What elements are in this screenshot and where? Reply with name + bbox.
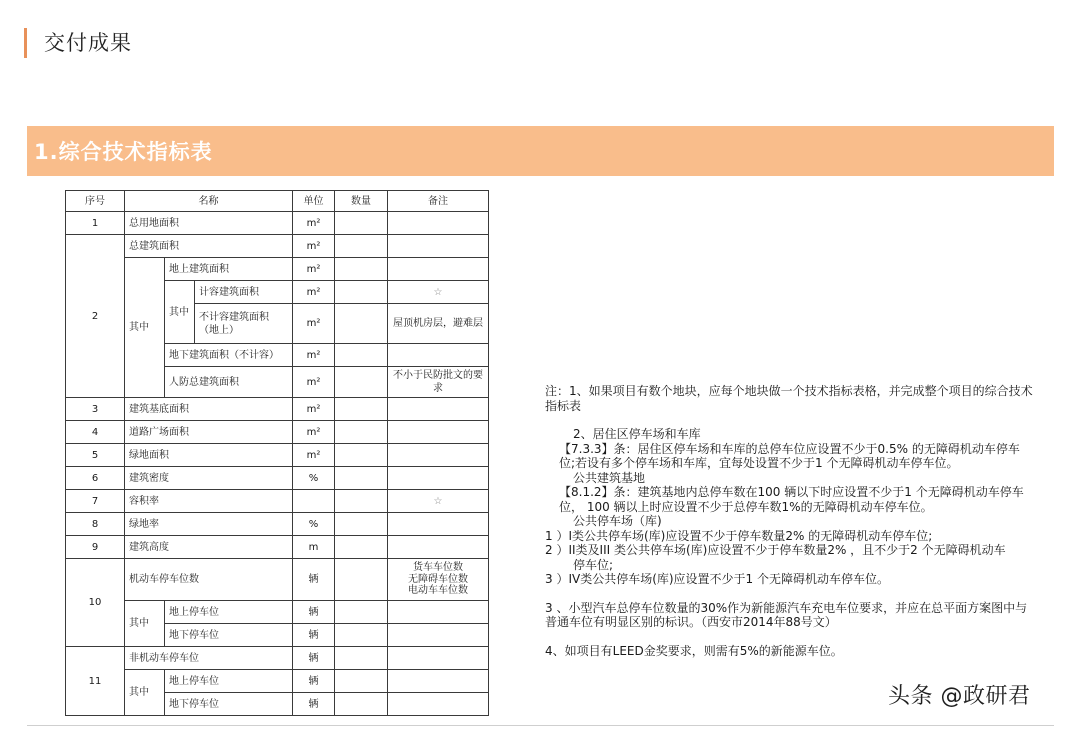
tech-indicator-table-wrap <box>65 190 489 716</box>
row-unit: m² <box>293 421 335 444</box>
row-qty <box>335 624 388 647</box>
table-row <box>66 467 489 490</box>
note-2-b: 【8.1.2】条：建筑基地内总停车数在100 辆以下时应设置不少于1 个无障碍机动车停车位， 100 辆以上时应设置不少于总停车数1%的无障碍机动车停车位。 <box>559 485 1024 514</box>
row-sub-label: 其中 <box>125 670 165 716</box>
page-title: 交付成果 <box>44 31 132 55</box>
row-qty <box>335 490 388 513</box>
row-unit: m <box>293 536 335 559</box>
row-sub-label: 其中 <box>125 601 165 647</box>
row-qty <box>335 398 388 421</box>
note-2-b-title: 公共建筑基地 <box>573 470 646 485</box>
header-unit: 单位 <box>293 191 335 212</box>
table-row <box>66 490 489 513</box>
row-qty <box>335 258 388 281</box>
star-mark: ☆ <box>388 490 489 513</box>
watermark: 头条 @政研君 <box>888 684 1031 709</box>
row-name: 绿地率 <box>125 513 293 536</box>
row-remark <box>388 421 489 444</box>
remark-line: 电动车车位数 <box>408 585 468 597</box>
row-index: 6 <box>66 467 125 490</box>
row-name: 地下停车位 <box>165 624 293 647</box>
row-unit: 辆 <box>293 624 335 647</box>
row-qty <box>335 281 388 304</box>
row-unit: m² <box>293 212 335 235</box>
row-name: 总用地面积 <box>125 212 293 235</box>
row-remark <box>388 647 489 670</box>
row-name: 非机动车停车位 <box>125 647 293 670</box>
row-unit: 辆 <box>293 647 335 670</box>
table-row <box>66 235 489 258</box>
row-qty <box>335 444 388 467</box>
row-name: 地上建筑面积 <box>165 258 293 281</box>
row-index: 7 <box>66 490 125 513</box>
table-row <box>66 258 489 281</box>
table-row <box>66 670 489 693</box>
row-name: 绿地面积 <box>125 444 293 467</box>
table-header-row <box>66 191 489 212</box>
row-index: 1 <box>66 212 125 235</box>
row-unit: m² <box>293 444 335 467</box>
row-unit: m² <box>293 281 335 304</box>
row-remark <box>388 398 489 421</box>
row-qty <box>335 467 388 490</box>
row-qty <box>335 670 388 693</box>
row-sub-label: 其中 <box>165 281 195 344</box>
row-remark <box>388 344 489 367</box>
row-remark <box>388 601 489 624</box>
row-remark <box>388 258 489 281</box>
row-index: 9 <box>66 536 125 559</box>
row-remark: 屋顶机房层，避难层 <box>388 304 489 344</box>
row-index: 4 <box>66 421 125 444</box>
row-name: 机动车停车位数 <box>125 559 293 601</box>
row-index: 3 <box>66 398 125 421</box>
note-2-a: 【7.3.3】条：居住区停车场和车库的总停车位应设置不少于0.5% 的无障碍机动车停车位;若设有多个停车场和车库，宜每处设置不少于1 个无障碍机动车停车位。 <box>559 441 1020 470</box>
row-name: 不计容建筑面积（地上） <box>195 304 293 344</box>
row-name: 地下停车位 <box>165 693 293 716</box>
note-2-c-title: 公共停车场（库) <box>573 514 662 528</box>
note-2-c2a: 2 ）II类及III 类公共停车场(库)应设置不少于停车数量2% ，且不少于2 个无障碍机动车 <box>545 543 1006 557</box>
row-remark <box>388 444 489 467</box>
table-row <box>66 601 489 624</box>
row-sub-label: 其中 <box>125 258 165 398</box>
row-index: 10 <box>66 559 125 647</box>
table-row <box>66 398 489 421</box>
row-qty <box>335 513 388 536</box>
row-qty <box>335 693 388 716</box>
row-name: 建筑密度 <box>125 467 293 490</box>
header-name: 名称 <box>125 191 293 212</box>
note-2-c3: 3 ）IV类公共停车场(库)应设置不少于1 个无障碍机动车停车位。 <box>545 572 890 586</box>
footer-divider <box>27 725 1054 726</box>
row-remark <box>388 624 489 647</box>
row-qty <box>335 212 388 235</box>
note-2-c2b: 停车位; <box>573 557 614 572</box>
row-name: 建筑高度 <box>125 536 293 559</box>
table-row <box>66 559 489 601</box>
table-row <box>66 513 489 536</box>
section-banner <box>27 126 1054 176</box>
note-1: 注：1、如果项目有数个地块，应每个地块做一个技术指标表格，并完成整个项目的综合技术指标表 <box>545 384 1033 413</box>
row-name: 道路广场面积 <box>125 421 293 444</box>
row-unit: 辆 <box>293 670 335 693</box>
row-qty <box>335 367 388 398</box>
row-index: 5 <box>66 444 125 467</box>
row-remark <box>388 212 489 235</box>
header-qty: 数量 <box>335 191 388 212</box>
row-unit: m² <box>293 398 335 421</box>
row-unit: m² <box>293 344 335 367</box>
section-title: 1.综合技术指标表 <box>34 140 213 164</box>
row-name: 地下建筑面积（不计容） <box>165 344 293 367</box>
row-unit: m² <box>293 367 335 398</box>
header-index: 序号 <box>66 191 125 212</box>
row-unit: m² <box>293 235 335 258</box>
row-unit: 辆 <box>293 693 335 716</box>
row-qty <box>335 536 388 559</box>
remark-line: 货车车位数 <box>413 562 463 574</box>
row-unit: m² <box>293 258 335 281</box>
row-unit <box>293 490 335 513</box>
row-unit: 辆 <box>293 559 335 601</box>
table-row <box>66 647 489 670</box>
row-unit: m² <box>293 304 335 344</box>
row-remark <box>388 235 489 258</box>
row-remark <box>388 513 489 536</box>
row-remark <box>388 693 489 716</box>
header-remark: 备注 <box>388 191 489 212</box>
table-row <box>66 536 489 559</box>
row-name: 总建筑面积 <box>125 235 293 258</box>
header-accent-bar <box>24 28 27 58</box>
note-2-c1: 1 ）I类公共停车场(库)应设置不少于停车数量2% 的无障碍机动车停车位; <box>545 528 933 543</box>
row-remark <box>388 559 489 601</box>
row-index: 2 <box>66 235 125 398</box>
row-unit: % <box>293 513 335 536</box>
notes-block <box>545 384 1035 658</box>
row-name: 计容建筑面积 <box>195 281 293 304</box>
note-3: 3 、小型汽车总停车位数量的30%作为新能源汽车充电车位要求，并应在总平面方案图中与普通车位有明显区别的标识。（西安市2014年88号文） <box>545 600 1028 629</box>
row-name: 地上停车位 <box>165 601 293 624</box>
row-index: 8 <box>66 513 125 536</box>
row-qty <box>335 647 388 670</box>
row-unit: % <box>293 467 335 490</box>
table-row <box>66 444 489 467</box>
row-remark <box>388 467 489 490</box>
tech-indicator-table <box>65 190 489 716</box>
row-remark: 不小于民防批文的要求 <box>388 367 489 398</box>
row-qty <box>335 559 388 601</box>
row-remark <box>388 536 489 559</box>
star-mark: ☆ <box>388 281 489 304</box>
row-qty <box>335 601 388 624</box>
row-qty <box>335 235 388 258</box>
note-2-title: 2、居住区停车场和车库 <box>573 427 701 441</box>
row-name: 人防总建筑面积 <box>165 367 293 398</box>
table-row <box>66 212 489 235</box>
row-remark <box>388 670 489 693</box>
row-index: 11 <box>66 647 125 716</box>
row-qty <box>335 344 388 367</box>
row-name: 容积率 <box>125 490 293 513</box>
row-qty <box>335 304 388 344</box>
row-unit: 辆 <box>293 601 335 624</box>
row-name: 建筑基底面积 <box>125 398 293 421</box>
row-qty <box>335 421 388 444</box>
remark-line: 无障碍车位数 <box>408 573 468 585</box>
row-name: 地上停车位 <box>165 670 293 693</box>
note-4: 4、如项目有LEED金奖要求，则需有5%的新能源车位。 <box>545 643 843 658</box>
table-row <box>66 421 489 444</box>
